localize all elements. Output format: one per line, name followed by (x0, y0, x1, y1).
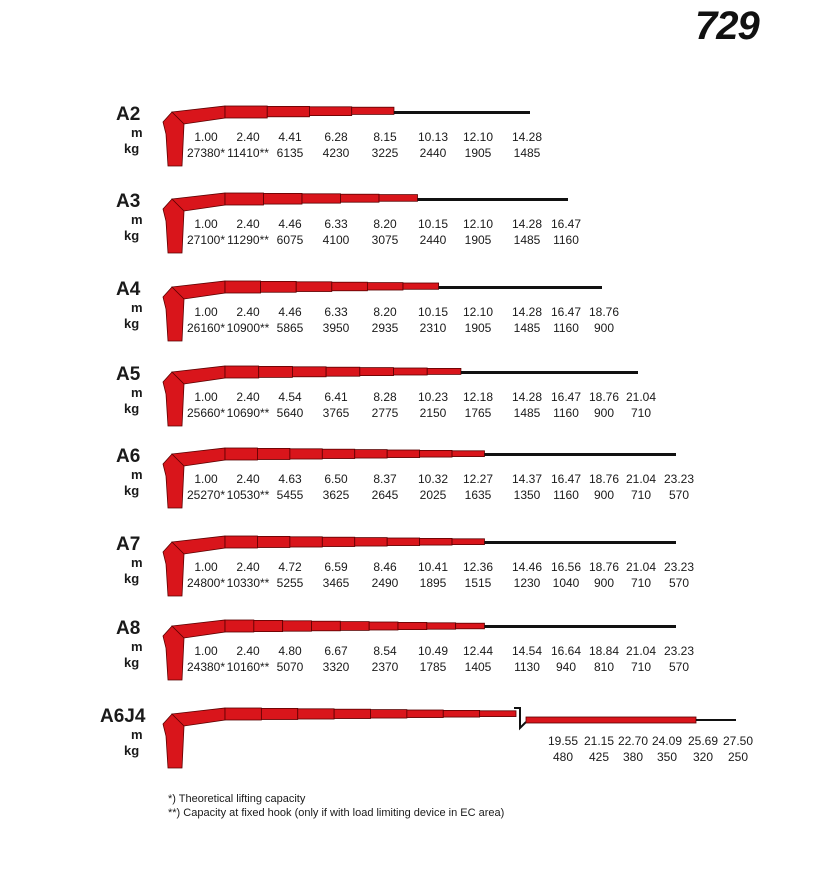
outreach-value: 23.23 (663, 644, 695, 658)
capacity-value: 3320 (322, 660, 350, 674)
boom-section (309, 107, 351, 116)
capacity-value: 2490 (371, 576, 399, 590)
outreach-value: 12.10 (462, 305, 494, 319)
outreach-value: 12.44 (462, 644, 494, 658)
outreach-value: 16.47 (550, 217, 582, 231)
outreach-value: 12.10 (462, 130, 494, 144)
boom-extension (394, 111, 530, 114)
capacity-value: 570 (668, 660, 690, 674)
outreach-value: 4.41 (278, 130, 302, 144)
outreach-value: 1.00 (194, 305, 218, 319)
boom-section (443, 710, 479, 717)
config-a8 (0, 618, 839, 708)
outreach-value: 16.56 (550, 560, 582, 574)
boom-section (456, 623, 485, 629)
unit-kg-label: kg (124, 571, 140, 586)
capacity-value: 25270* (186, 488, 226, 502)
unit-m-label: m (131, 300, 143, 315)
boom-extension (484, 541, 676, 544)
boom-section (311, 621, 340, 631)
capacity-value: 1485 (513, 233, 541, 247)
outreach-value: 10.15 (417, 305, 449, 319)
boom-extension (461, 371, 638, 374)
capacity-value: 1905 (464, 321, 492, 335)
outreach-value: 10.41 (417, 560, 449, 574)
capacity-value: 900 (593, 321, 615, 335)
capacity-value: 1160 (553, 321, 579, 335)
capacity-value: 710 (630, 660, 652, 674)
configuration-name: A6J4 (100, 706, 146, 727)
boom-section (420, 538, 452, 545)
boom-section (290, 449, 322, 459)
boom-section (332, 282, 368, 291)
boom-section (340, 622, 369, 631)
boom-section (427, 623, 456, 629)
outreach-value: 12.10 (462, 217, 494, 231)
boom-section (360, 368, 394, 376)
capacity-value: 5865 (276, 321, 304, 335)
boom-section (369, 622, 398, 630)
capacity-value: 1765 (464, 406, 492, 420)
capacity-value: 710 (630, 576, 652, 590)
capacity-value: 2440 (419, 146, 447, 160)
config-a5 (0, 364, 839, 454)
outreach-value: 16.47 (550, 305, 582, 319)
config-a6 (0, 446, 839, 536)
outreach-value: 10.49 (417, 644, 449, 658)
unit-m-label: m (131, 727, 143, 742)
capacity-value: 1785 (419, 660, 447, 674)
capacity-value: 3465 (322, 576, 350, 590)
boom-section (420, 450, 452, 457)
unit-kg-label: kg (124, 228, 140, 243)
capacity-value: 900 (593, 406, 615, 420)
outreach-value: 21.04 (625, 560, 657, 574)
outreach-value: 14.37 (511, 472, 543, 486)
capacity-value: 250 (727, 750, 749, 764)
outreach-value: 1.00 (194, 390, 218, 404)
capacity-value: 1230 (513, 576, 541, 590)
unit-m-label: m (131, 467, 143, 482)
capacity-value: 2310 (419, 321, 447, 335)
outreach-value: 14.28 (511, 130, 543, 144)
outreach-value: 2.40 (236, 305, 260, 319)
unit-m-label: m (131, 555, 143, 570)
outreach-value: 10.23 (417, 390, 449, 404)
outreach-value: 21.04 (625, 472, 657, 486)
outreach-value: 4.46 (278, 305, 302, 319)
capacity-value: 5640 (276, 406, 304, 420)
outreach-value: 6.28 (324, 130, 348, 144)
outreach-value: 10.15 (417, 217, 449, 231)
outreach-value: 12.36 (462, 560, 494, 574)
capacity-value: 26160* (186, 321, 226, 335)
capacity-value: 810 (593, 660, 615, 674)
capacity-value: 10900** (226, 321, 270, 335)
capacity-value: 1160 (553, 406, 579, 420)
capacity-value: 1130 (514, 660, 540, 674)
outreach-value: 14.54 (511, 644, 543, 658)
unit-kg-label: kg (124, 316, 140, 331)
outreach-value: 1.00 (194, 217, 218, 231)
capacity-value: 4230 (322, 146, 350, 160)
configuration-name: A7 (116, 534, 141, 555)
boom-section (259, 366, 293, 377)
boom-section (371, 710, 407, 718)
boom-section (387, 538, 419, 546)
outreach-value: 25.69 (687, 734, 719, 748)
outreach-value: 21.04 (625, 390, 657, 404)
boom-section (379, 195, 418, 202)
boom-section (254, 620, 283, 631)
capacity-value: 5070 (276, 660, 304, 674)
capacity-value: 900 (593, 576, 615, 590)
boom-section (407, 710, 443, 718)
boom-section (352, 107, 394, 114)
outreach-value: 2.40 (236, 217, 260, 231)
boom-section (283, 621, 312, 631)
footnotes (168, 792, 504, 820)
boom-extension (439, 286, 602, 289)
unit-m-label: m (131, 125, 143, 140)
model-title: 729 (695, 4, 759, 48)
capacity-value: 1485 (513, 321, 541, 335)
boom-section (452, 451, 484, 457)
configuration-name: A6 (116, 446, 141, 467)
boom-extension (484, 453, 676, 456)
boom-section (403, 283, 439, 289)
configuration-name: A5 (116, 364, 141, 385)
capacity-value: 1905 (464, 146, 492, 160)
capacity-value: 1905 (464, 233, 492, 247)
capacity-value: 940 (555, 660, 577, 674)
capacity-value: 6135 (276, 146, 304, 160)
unit-m-label: m (131, 212, 143, 227)
config-a3 (0, 191, 839, 281)
boom-section (367, 283, 403, 290)
outreach-value: 6.41 (324, 390, 348, 404)
config-a2 (0, 104, 839, 194)
boom-section (225, 281, 261, 293)
jib-extension (696, 719, 736, 721)
outreach-value: 6.67 (324, 644, 348, 658)
capacity-value: 1635 (464, 488, 492, 502)
unit-kg-label: kg (124, 743, 140, 758)
capacity-value: 425 (588, 750, 610, 764)
boom-section (267, 106, 309, 116)
boom-section (480, 711, 516, 717)
outreach-value: 2.40 (236, 560, 260, 574)
outreach-value: 16.47 (550, 390, 582, 404)
capacity-value: 24380* (186, 660, 226, 674)
outreach-value: 12.27 (462, 472, 494, 486)
boom-section (261, 281, 297, 292)
outreach-value: 6.59 (324, 560, 348, 574)
outreach-value: 4.72 (278, 560, 302, 574)
outreach-value: 8.46 (373, 560, 397, 574)
configuration-name: A8 (116, 618, 141, 639)
boom-section (452, 539, 484, 545)
outreach-value: 27.50 (722, 734, 754, 748)
outreach-value: 18.76 (588, 390, 620, 404)
outreach-value: 4.80 (278, 644, 302, 658)
outreach-value: 1.00 (194, 472, 218, 486)
capacity-value: 320 (692, 750, 714, 764)
capacity-value: 3625 (322, 488, 350, 502)
capacity-value: 5255 (276, 576, 304, 590)
outreach-value: 8.20 (373, 217, 397, 231)
boom-section (427, 368, 461, 374)
boom-section (264, 193, 303, 204)
capacity-value: 380 (622, 750, 644, 764)
boom-section (302, 194, 341, 203)
capacity-value: 3225 (371, 146, 399, 160)
capacity-value: 2025 (419, 488, 447, 502)
boom-section (341, 194, 380, 202)
unit-m-label: m (131, 385, 143, 400)
outreach-value: 6.33 (324, 305, 348, 319)
boom-section (225, 106, 267, 118)
outreach-value: 21.15 (583, 734, 615, 748)
outreach-value: 16.64 (550, 644, 582, 658)
capacity-value: 480 (552, 750, 574, 764)
outreach-value: 2.40 (236, 390, 260, 404)
outreach-value: 8.54 (373, 644, 397, 658)
outreach-value: 8.15 (373, 130, 397, 144)
boom-extension (484, 625, 676, 628)
boom-section (322, 449, 354, 458)
outreach-value: 14.28 (511, 217, 543, 231)
capacity-value: 2440 (419, 233, 447, 247)
outreach-value: 2.40 (236, 472, 260, 486)
outreach-value: 6.50 (324, 472, 348, 486)
capacity-value: 570 (668, 576, 690, 590)
capacity-value: 10690** (226, 406, 270, 420)
boom-extension (418, 198, 568, 201)
capacity-value: 570 (668, 488, 690, 502)
outreach-value: 19.55 (547, 734, 579, 748)
configuration-name: A4 (116, 279, 141, 300)
capacity-value: 1485 (513, 146, 541, 160)
capacity-value: 3950 (322, 321, 350, 335)
footnote-fixed-hook: **) Capacity at fixed hook (only if with load limiting device in EC area) (168, 807, 505, 819)
boom-section (225, 620, 254, 632)
capacity-value: 1160 (553, 488, 579, 502)
jib-section (526, 717, 696, 723)
outreach-value: 8.20 (373, 305, 397, 319)
config-a6j4 (0, 706, 839, 796)
boom-section (355, 450, 387, 458)
capacity-value: 5455 (276, 488, 304, 502)
capacity-value: 710 (630, 406, 652, 420)
boom-section (298, 709, 334, 719)
capacity-value: 27100* (186, 233, 226, 247)
outreach-value: 10.13 (417, 130, 449, 144)
capacity-value: 1405 (464, 660, 492, 674)
boom-section (394, 368, 428, 375)
unit-kg-label: kg (124, 655, 140, 670)
outreach-value: 16.47 (550, 472, 582, 486)
outreach-value: 24.09 (651, 734, 683, 748)
capacity-value: 1160 (553, 233, 579, 247)
capacity-value: 1485 (513, 406, 541, 420)
boom-section (225, 536, 257, 548)
capacity-value: 6075 (276, 233, 304, 247)
capacity-value: 25660* (186, 406, 226, 420)
config-a7 (0, 534, 839, 624)
outreach-value: 18.76 (588, 472, 620, 486)
boom-section (326, 367, 360, 376)
outreach-value: 4.63 (278, 472, 302, 486)
capacity-value: 1350 (513, 488, 541, 502)
unit-m-label: m (131, 639, 143, 654)
boom-section (257, 448, 289, 459)
outreach-value: 22.70 (617, 734, 649, 748)
unit-kg-label: kg (124, 483, 140, 498)
configuration-name: A3 (116, 191, 141, 212)
outreach-value: 2.40 (236, 130, 260, 144)
outreach-value: 23.23 (663, 560, 695, 574)
capacity-value: 24800* (186, 576, 226, 590)
outreach-value: 1.00 (194, 130, 218, 144)
outreach-value: 14.46 (511, 560, 543, 574)
boom-section (261, 708, 297, 719)
capacity-value: 2935 (371, 321, 399, 335)
capacity-value: 2370 (371, 660, 399, 674)
outreach-value: 1.00 (194, 560, 218, 574)
boom-section (355, 538, 387, 546)
boom-section (334, 709, 370, 718)
config-a4 (0, 279, 839, 369)
outreach-value: 2.40 (236, 644, 260, 658)
boom-section (290, 537, 322, 547)
outreach-value: 18.76 (588, 560, 620, 574)
capacity-value: 1895 (419, 576, 447, 590)
capacity-value: 27380* (186, 146, 226, 160)
outreach-value: 4.46 (278, 217, 302, 231)
outreach-value: 8.37 (373, 472, 397, 486)
capacity-value: 10530** (226, 488, 270, 502)
capacity-value: 10160** (226, 660, 270, 674)
capacity-value: 3765 (322, 406, 350, 420)
outreach-value: 10.32 (417, 472, 449, 486)
unit-kg-label: kg (124, 401, 140, 416)
capacity-value: 900 (593, 488, 615, 502)
capacity-value: 350 (656, 750, 678, 764)
outreach-value: 18.84 (588, 644, 620, 658)
capacity-value: 4100 (322, 233, 350, 247)
unit-kg-label: kg (124, 141, 140, 156)
outreach-value: 23.23 (663, 472, 695, 486)
capacity-value: 10330** (226, 576, 270, 590)
outreach-value: 21.04 (625, 644, 657, 658)
outreach-value: 12.18 (462, 390, 494, 404)
boom-section (257, 536, 289, 547)
boom-section (387, 450, 419, 458)
capacity-value: 2645 (371, 488, 399, 502)
outreach-value: 14.28 (511, 305, 543, 319)
capacity-value: 2775 (371, 406, 399, 420)
configuration-name: A2 (116, 104, 141, 125)
boom-section (225, 366, 259, 378)
capacity-value: 1040 (552, 576, 580, 590)
boom-section (225, 193, 264, 205)
capacity-value: 11290** (227, 233, 269, 247)
boom-section (296, 282, 332, 292)
capacity-value: 11410** (227, 146, 269, 160)
outreach-value: 14.28 (511, 390, 543, 404)
outreach-value: 1.00 (194, 644, 218, 658)
outreach-value: 4.54 (278, 390, 302, 404)
boom-section (398, 622, 427, 629)
capacity-value: 3075 (371, 233, 399, 247)
capacity-value: 710 (630, 488, 652, 502)
outreach-value: 8.28 (373, 390, 397, 404)
boom-section (322, 537, 354, 546)
outreach-value: 18.76 (588, 305, 620, 319)
capacity-value: 2150 (419, 406, 447, 420)
outreach-value: 6.33 (324, 217, 348, 231)
boom-section (225, 708, 261, 720)
boom-section (225, 448, 257, 460)
capacity-value: 1515 (464, 576, 492, 590)
boom-section (292, 367, 326, 377)
footnote-theoretical: *) Theoretical lifting capacity (168, 793, 306, 805)
